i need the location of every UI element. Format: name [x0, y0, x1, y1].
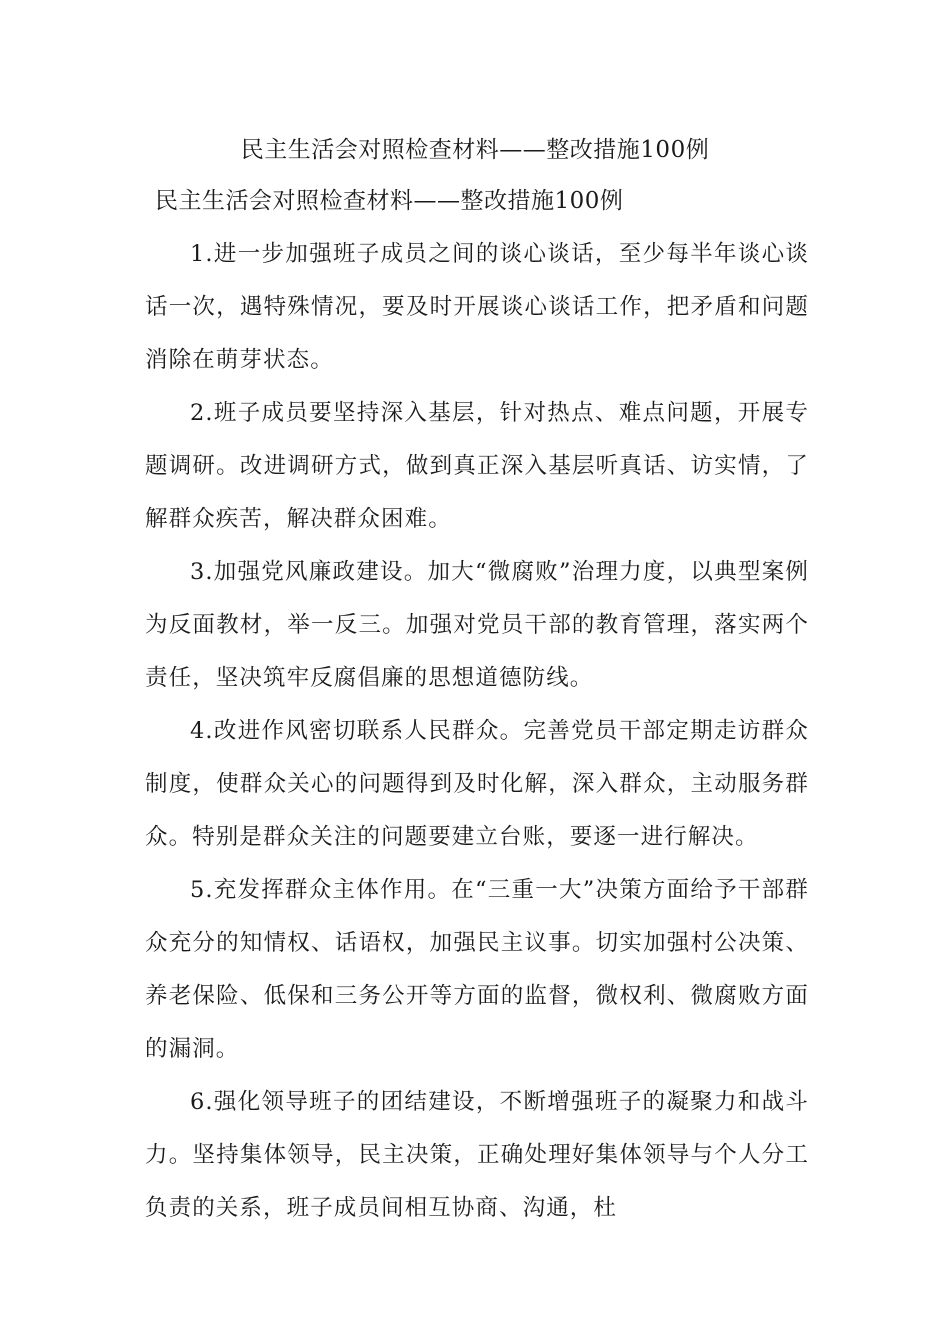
paragraph-5: 5.充发挥群众主体作用。在“三重一大”决策方面给予干部群众充分的知情权、话语权，加强民主议事。切实加强村公决策、养老保险、低保和三务公开等方面的监督，微权利、微腐败方面的漏洞。 [145, 877, 809, 1062]
paragraph-2: 2.班子成员要坚持深入基层，针对热点、难点问题，开展专题调研。改进调研方式，做到真正深入基层听真话、访实情，了解群众疾苦，解决群众困难。 [145, 400, 809, 532]
paragraph-3: 3.加强党风廉政建设。加大“微腐败”治理力度，以典型案例为反面教材，举一反三。加强对党员干部的教育管理，落实两个责任，坚决筑牢反腐倡廉的思想道德防线。 [145, 559, 809, 691]
document-title: 民主生活会对照检查材料——整改措施100例 [240, 137, 710, 163]
paragraph-1: 1.进一步加强班子成员之间的谈心谈话，至少每半年谈心谈话一次，遇特殊情况，要及时开展谈心谈话工作，把矛盾和问题消除在萌芽状态。 [145, 241, 809, 373]
paragraph-6: 6.强化领导班子的团结建设，不断增强班子的凝聚力和战斗力。坚持集体领导，民主决策，正确处理好集体领导与个人分工负责的关系，班子成员间相互协商、沟通，杜 [145, 1089, 809, 1221]
document-body [145, 228, 809, 1235]
paragraph-4: 4.改进作风密切联系人民群众。完善党员干部定期走访群众制度，使群众关心的问题得到及时化解，深入群众，主动服务群众。特别是群众关注的问题要建立台账，要逐一进行解决。 [145, 718, 809, 850]
document-subtitle: 民主生活会对照检查材料——整改措施100例 [155, 188, 624, 214]
